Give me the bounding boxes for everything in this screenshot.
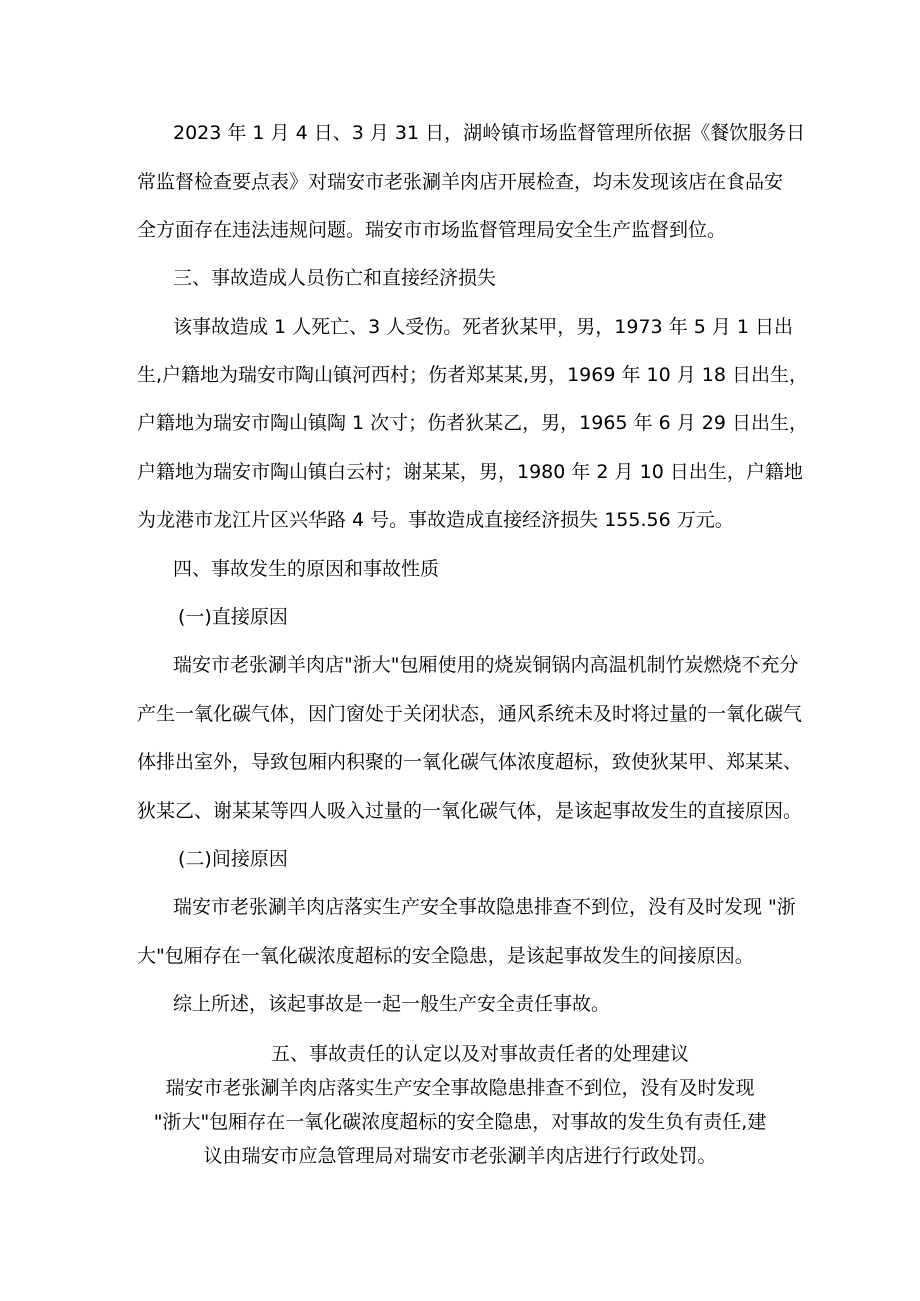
paragraph-direct-cause-line-1: 瑞安市老张涮羊肉店"浙大"包厢使用的烧炭铜锅内高温机制竹炭燃烧不充分 — [173, 654, 799, 676]
paragraph-responsibility-line-3: 议由瑞安市应急管理局对瑞安市老张涮羊肉店进行行政处罚。 — [203, 1145, 717, 1167]
paragraph-direct-cause-line-2: 产生一氧化碳气体，因门窗处于关闭状态，通风系统未及时将过量的一氧化碳气 — [137, 703, 803, 725]
paragraph-inspection-line-3: 全方面存在违法违规问题。瑞安市市场监督管理局安全生产监督到位。 — [137, 219, 727, 241]
paragraph-summary: 综上所述，该起事故是一起一般生产安全责任事故。 — [173, 993, 611, 1015]
section-heading-casualties: 三、事故造成人员伤亡和直接经济损失 — [173, 267, 497, 289]
paragraph-direct-cause-line-4: 狄某乙、谢某某等四人吸入过量的一氧化碳气体，是该起事故发生的直接原因。 — [137, 800, 803, 822]
subheading-indirect-cause: (二)间接原因 — [178, 848, 288, 870]
section-heading-causes: 四、事故发生的原因和事故性质 — [173, 558, 440, 580]
subheading-direct-cause: (一)直接原因 — [178, 606, 288, 628]
paragraph-inspection-line-2: 常监督检查要点表》对瑞安市老张涮羊肉店开展检查，均未发现该店在食品安 — [137, 171, 784, 193]
paragraph-casualties-line-3: 户籍地为瑞安市陶山镇陶 1 次寸；伤者狄某乙，男，1965 年 6 月 29 日出生， — [137, 412, 808, 434]
paragraph-indirect-cause-line-1: 瑞安市老张涮羊肉店落实生产安全事故隐患排查不到位，没有及时发现 "浙 — [173, 896, 796, 918]
paragraph-indirect-cause-line-2: 大"包厢存在一氧化碳浓度超标的安全隐患，是该起事故发生的间接原因。 — [137, 945, 754, 967]
section-heading-responsibility: 五、事故责任的认定以及对事故责任者的处理建议 — [270, 1043, 689, 1065]
paragraph-casualties-line-1: 该事故造成 1 人死亡、3 人受伤。死者狄某甲，男，1973 年 5 月 1 日出 — [173, 316, 794, 338]
paragraph-inspection-line-1: 2023 年 1 月 4 日、3 月 31 日，湖岭镇市场监督管理所依据《餐饮服务日 — [173, 122, 806, 144]
paragraph-responsibility-line-2: "浙大"包厢存在一氧化碳浓度超标的安全隐患，对事故的发生负有责任,建 — [153, 1111, 767, 1133]
paragraph-responsibility-line-1: 瑞安市老张涮羊肉店落实生产安全事故隐患排查不到位，没有及时发现 — [165, 1077, 755, 1099]
paragraph-casualties-line-5: 为龙港市龙江片区兴华路 4 号。事故造成直接经济损失 155.56 万元。 — [137, 509, 734, 531]
paragraph-direct-cause-line-3: 体排出室外，导致包厢内积聚的一氧化碳气体浓度超标，致使狄某甲、郑某某、 — [137, 751, 803, 773]
paragraph-casualties-line-4: 户籍地为瑞安市陶山镇白云村；谢某某，男，1980 年 2 月 10 日出生，户籍地 — [137, 461, 803, 483]
paragraph-casualties-line-2: 生,户籍地为瑞安市陶山镇河西村；伤者郑某某,男，1969 年 10 月 18 日出生， — [137, 364, 808, 386]
